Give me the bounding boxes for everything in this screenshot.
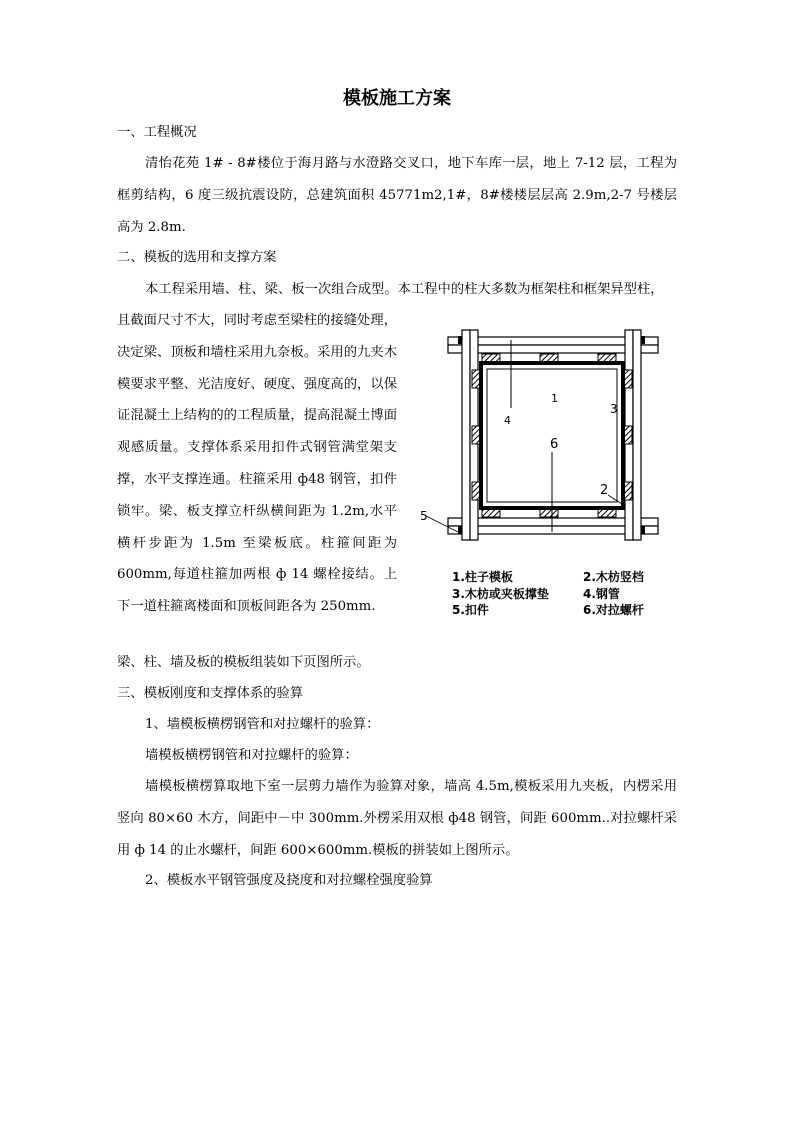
section-2-heading: 二、模板的选用和支撑方案 — [117, 250, 277, 265]
legend-item-2: 2.木枋竖档 — [583, 570, 644, 584]
section-1-heading: 一、工程概况 — [117, 125, 197, 140]
label-1: 1 — [551, 392, 558, 405]
section-2-wrapped-text: 且截面尺寸不大，同时考虑至梁柱的接缝处理，决定梁、顶板和墙柱采用九奈板。采用的九夹木模要求平整、光洁度好、硬度、强度高的，以保证混凝土上结构的的工程质量，提高混凝土博面观感质量。支撑体系采用扣件式钢管满堂架支撑，水平支撑连通。柱箍采用 ф48 钢管，扣件锁牢。梁、板支撑立杆纵横间距为 1.2m,水平横杆步距为 1.5m 至梁板底。柱箍间距为 600mm,每道柱箍加两根 ф 14 螺栓接结。上下一道柱箍离楼面和顶板间距各为 250mm. — [117, 313, 397, 615]
section-2-line-1: 本工程采用墙、柱、梁、板一次组合成型。本工程中的柱大多数为框架柱和框架异型柱， — [145, 282, 664, 297]
label-3: 3 — [610, 402, 618, 416]
section-2-after-figure: 梁、柱、墙及板的模板组装如下页图所示。 — [117, 655, 370, 670]
label-6: 6 — [550, 437, 559, 452]
legend-item-1: 1.柱子模板 — [452, 570, 513, 584]
page-title: 模板施工方案 — [343, 88, 451, 109]
section-3-subheading-1: 1、墙模板横楞钢管和对拉螺杆的验算： — [145, 717, 380, 732]
label-4: 4 — [504, 414, 511, 427]
section-3-text: 墙模板横楞算取地下室一层剪力墙作为验算对象，墙高 4.5m,模板采用九夹板，内楞采用竖向 80×60 木方，间距中－中 300mm.外楞采用双根 ф48 钢管，间距 600mm..对拉螺杆采用 ф 14 的止水螺杆，间距 600×600mm.模板的拼装如上图所示。 — [117, 779, 677, 858]
label-5: 5 — [420, 509, 428, 523]
section-3-heading: 三、模板刚度和支撑体系的验算 — [117, 686, 304, 701]
legend-item-4: 4.钢管 — [583, 587, 620, 601]
label-2: 2 — [600, 483, 609, 498]
section-3-subheading-2: 2、模板水平钢管强度及挠度和对拉螺栓强度验算 — [145, 873, 433, 888]
legend-item-3: 3.木枋或夹板撑垫 — [452, 587, 549, 601]
section-1-text: 清怡花苑 1# - 8#楼位于海月路与水澄路交叉口，地下车库一层，地上 7-12 层，工程为框剪结构，6 度三级抗震设防，总建筑面积 45771m2,1#，8#楼楼层层高 2.9m,2-7 号楼层高为 2.8m. — [117, 156, 677, 235]
section-3-subheading-1-repeat: 墙模板横楞钢管和对拉螺杆的验算： — [145, 748, 358, 763]
formwork-plan-drawing — [418, 320, 668, 550]
legend-item-6: 6.对拉螺杆 — [583, 603, 644, 617]
legend-item-5: 5.扣件 — [452, 603, 489, 617]
column-formwork-diagram — [418, 320, 668, 550]
